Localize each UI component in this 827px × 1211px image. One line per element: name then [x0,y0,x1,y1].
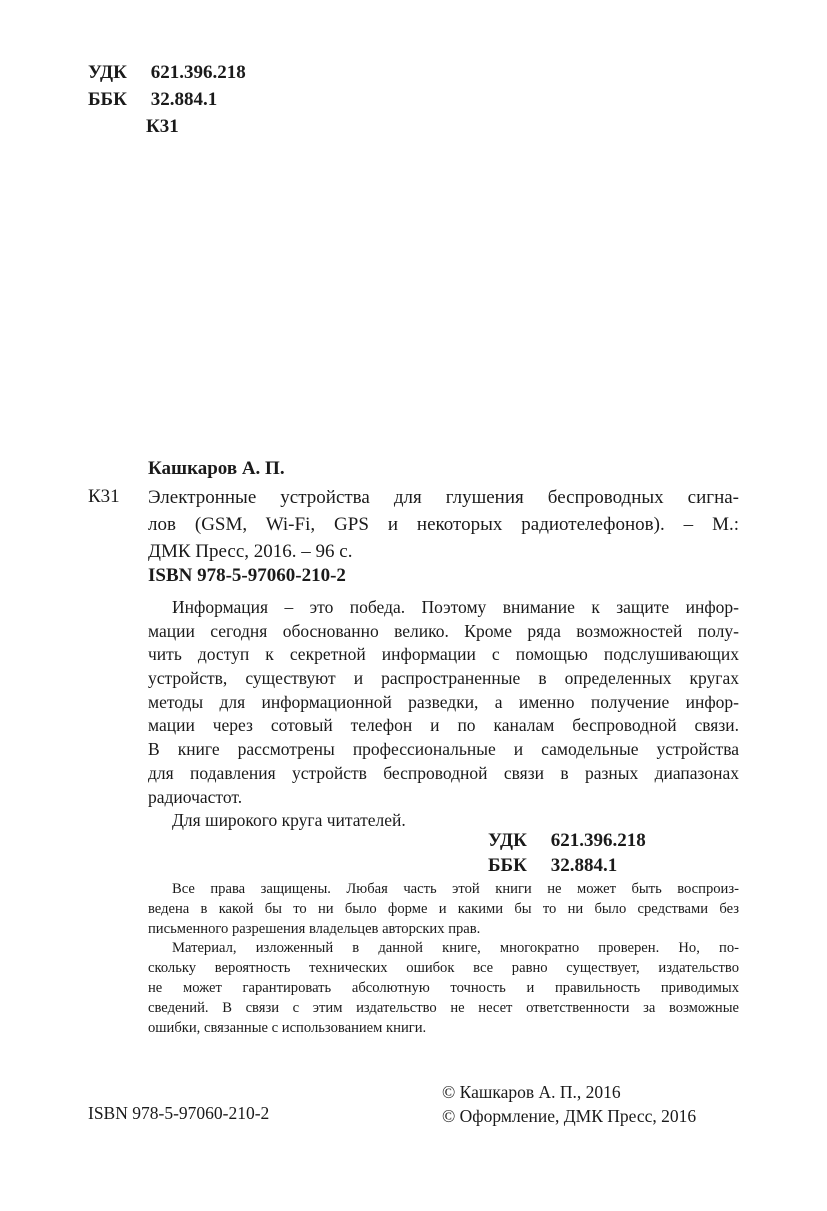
udk-label: УДК [88,62,127,83]
annotation-audience: Для широкого круга читателей. [172,810,406,831]
annotation-line: устройств, существуют и распространенные в определенных кругах [148,668,739,689]
rights-notice [148,880,739,1038]
annotation-line: чить доступ к секретной информации с помощью подслушивающих [148,644,739,665]
rights-line: письменного разрешения владельцев авторских прав. [148,920,481,937]
bbk-label: ББК [488,855,527,876]
copyright-design: © Оформление, ДМК Пресс, 2016 [442,1106,697,1126]
copyright-author: © Кашкаров А. П., 2016 [442,1082,621,1102]
rights-line: Все права защищены. Любая часть этой книги не может быть воспроиз- [172,881,739,897]
entry-title [148,484,739,565]
bbk-value: 32.884.1 [150,89,218,110]
entry-isbn: ISBN 978-5-97060-210-2 [148,565,346,586]
footer-isbn: ISBN 978-5-97060-210-2 [88,1103,270,1123]
author-mark: К31 [146,116,179,137]
rights-line: ведена в какой бы то ни было форме и какими бы то ни было средствами без [148,900,739,917]
header-bbk [88,87,217,113]
classification-bbk [488,853,617,879]
rights-line: ошибки, связанные с использованием книги. [148,1019,427,1036]
rights-line: сведений. В связи с этим издательство не несет ответственности за возможные [148,999,739,1016]
title-line: Электронные устройства для глушения беспроводных сигна- [148,487,739,508]
annotation-line: В книге рассмотрены профессиональные и самодельные устройства [148,739,739,760]
annotation-line: методы для информационной разведки, а именно получение инфор- [148,691,739,712]
bbk-label: ББК [88,89,127,110]
udk-value: 621.396.218 [150,62,246,83]
udk-label: УДК [488,830,527,851]
entry-marker: К31 [88,486,120,507]
copyright-block [442,1080,696,1128]
annotation-line: радиочастот. [148,786,243,807]
classification-udk [488,828,646,854]
header-udk [88,60,246,86]
annotation-line: Информация – это победа. Поэтому внимание к защите инфор- [172,597,739,617]
rights-line: скольку вероятность технических ошибок все равно существует, издательство [148,960,739,977]
title-line: ДМК Пресс, 2016. – 96 с. [148,541,353,562]
header-author-mark [146,114,179,140]
annotation-line: мации сегодня обоснованно велико. Кроме ряда возможностей полу- [148,620,739,641]
bbk-value: 32.884.1 [550,855,618,876]
udk-value: 621.396.218 [550,830,646,851]
title-line: лов (GSM, Wi-Fi, GPS и некоторых радиотелефонов). – М.: [148,514,739,535]
annotation-line: мации через сотовый телефон и по каналам беспроводной связи. [148,715,739,736]
rights-line: не может гарантировать абсолютную точность и правильность приводимых [148,979,739,996]
annotation [148,596,739,833]
entry-author: Кашкаров А. П. [148,458,285,479]
rights-line: Материал, изложенный в данной книге, многократно проверен. Но, по- [172,940,739,957]
annotation-line: для подавления устройств беспроводной связи в разных диапазонах [148,762,739,783]
